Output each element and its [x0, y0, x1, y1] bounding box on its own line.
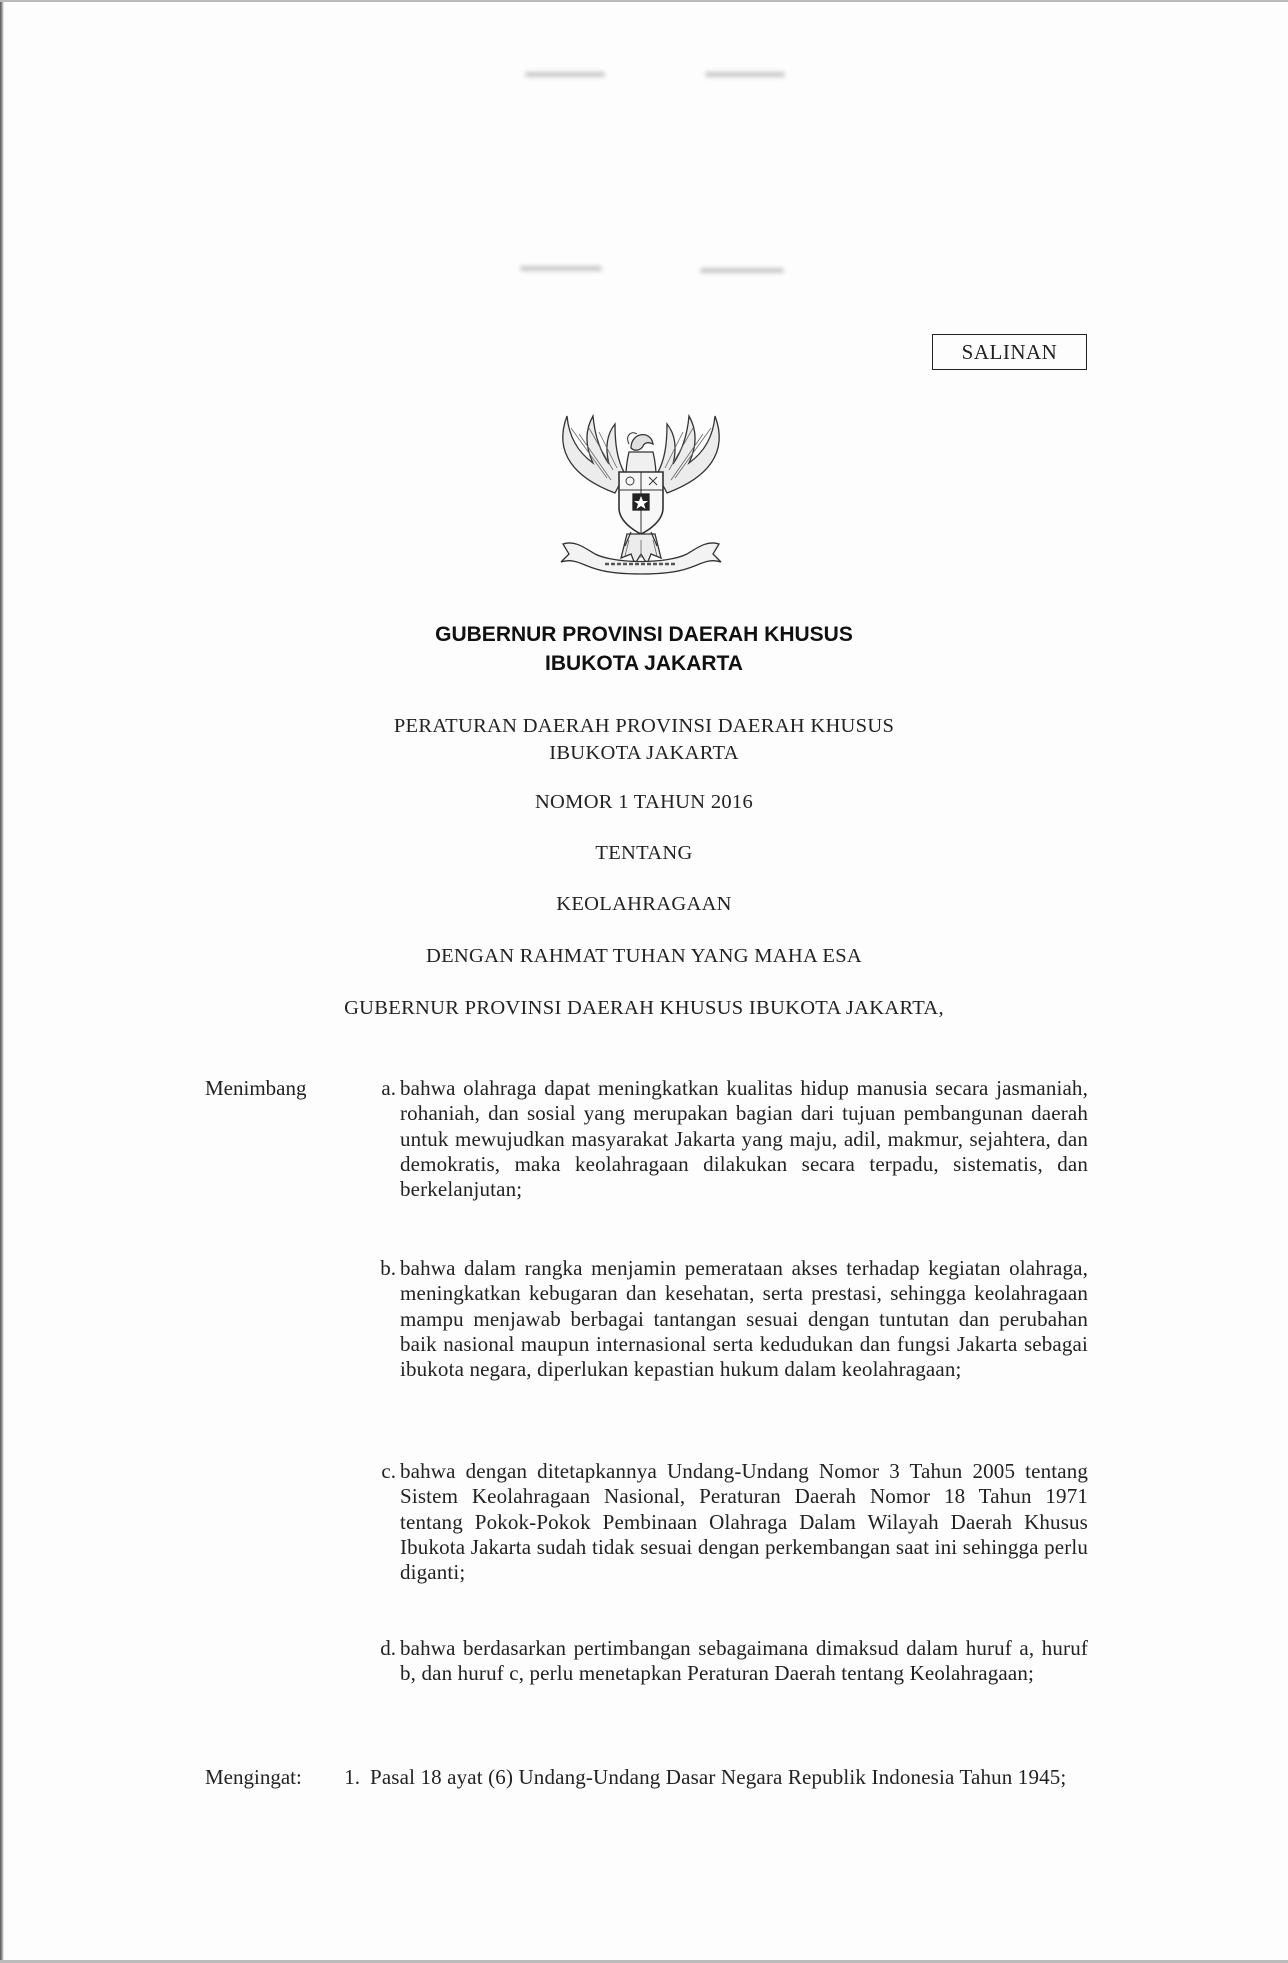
scan-left-edge	[0, 0, 4, 1963]
scan-smudge	[700, 268, 784, 273]
mengingat-item-text: Pasal 18 ayat (6) Undang-Undang Dasar Negara Republik Indonesia Tahun 1945;	[370, 1765, 1067, 1789]
scan-smudge	[525, 72, 605, 77]
scan-smudge	[705, 72, 785, 77]
regulation-title	[150, 713, 1138, 767]
mengingat-label-text: Mengingat	[205, 1765, 296, 1789]
menimbang-item-marker: b.	[380, 1256, 396, 1280]
heading-line-2: IBUKOTA JAKARTA	[545, 652, 743, 675]
menimbang-item-text: bahwa dengan ditetapkannya Undang-Undang Nomor 3 Tahun 2005 tentang Sistem Keolahragaan Nasional, Peraturan Daerah Nomor 18 Tahun 1971 tentang Pokok-Pokok Pembinaan Olahraga Dalam Wilayah Daerah Khusus Ibukota Jakarta sudah tidak sesuai dengan perkembangan saat ini sehingga perlu diganti;	[400, 1459, 1088, 1585]
menimbang-label: Menimbang	[205, 1076, 307, 1100]
garuda-pancasila-emblem-icon	[545, 408, 737, 598]
regulation-title-line-2: IBUKOTA JAKARTA	[549, 742, 739, 764]
scan-smudge	[520, 266, 602, 271]
heading-line-1: GUBERNUR PROVINSI DAERAH KHUSUS	[435, 623, 853, 646]
mengingat-colon: :	[295, 1765, 302, 1789]
menimbang-item-text: bahwa dalam rangka menjamin pemerataan akses terhadap kegiatan olahraga, meningkatkan kebugaran dan kesehatan, serta prestasi, sehingga keolahragaan mampu menjawab berbagai tantangan sesuai dengan tuntutan dan perubahan baik nasional maupun internasional serta kedudukan dan fungsi Jakarta sebagai ibukota negara, diperlukan kepastian hukum dalam keolahragaan;	[400, 1256, 1088, 1382]
mengingat-item-marker: 1.	[344, 1765, 360, 1789]
menimbang-item-text: bahwa berdasarkan pertimbangan sebagaimana dimaksud dalam huruf a, huruf b, dan huruf c, perlu menetapkan Peraturan Daerah tentang Keolahragaan;	[400, 1636, 1088, 1686]
regulation-title-line-1: PERATURAN DAERAH PROVINSI DAERAH KHUSUS	[393, 715, 895, 737]
document-heading	[150, 620, 1138, 678]
salinan-stamp: SALINAN	[932, 334, 1087, 370]
regulation-about-label: TENTANG	[595, 842, 693, 864]
issuer-line: GUBERNUR PROVINSI DAERAH KHUSUS IBUKOTA JAKARTA,	[344, 997, 944, 1019]
regulation-subject: KEOLAHRAGAAN	[556, 893, 732, 915]
regulation-number: NOMOR 1 TAHUN 2016	[534, 791, 754, 813]
menimbang-item-marker: d.	[380, 1636, 396, 1660]
menimbang-item-marker: a.	[381, 1076, 396, 1100]
scan-top-edge	[0, 0, 1288, 2]
invocation-line: DENGAN RAHMAT TUHAN YANG MAHA ESA	[425, 945, 863, 967]
menimbang-item-marker: c.	[381, 1459, 396, 1483]
mengingat-label	[205, 1765, 302, 1790]
menimbang-item-text: bahwa olahraga dapat meningkatkan kualitas hidup manusia secara jasmaniah, rohaniah, dan sosial yang merupakan bagian dari tujuan pembangunan daerah untuk mewujudkan masyarakat Jakarta yang maju, adil, makmur, sejahtera, dan demokratis, maka keolahragaan dilakukan secara terpadu, sistematis, dan berkelanjutan;	[400, 1076, 1088, 1202]
